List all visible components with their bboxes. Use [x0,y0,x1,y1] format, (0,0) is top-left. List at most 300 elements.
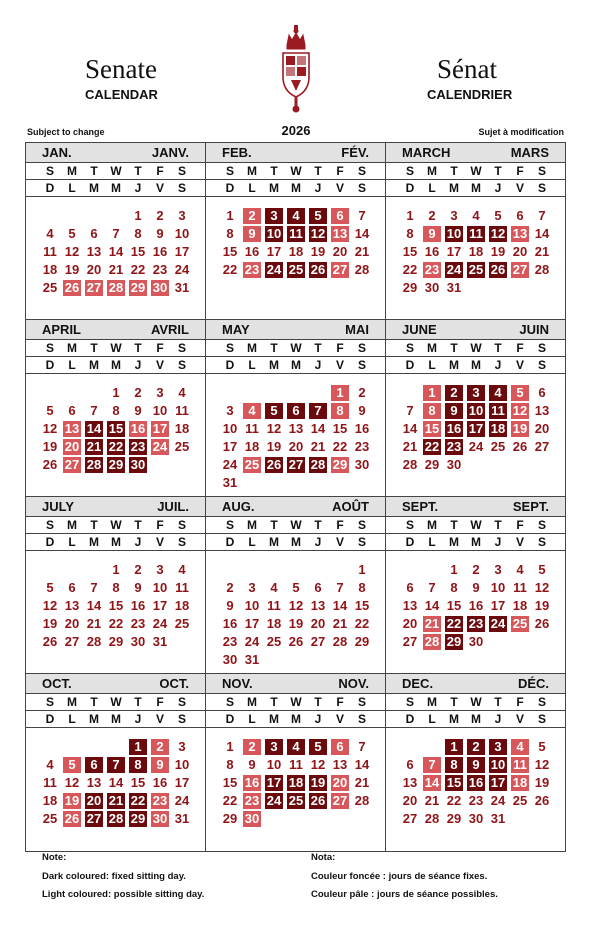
day-cell: 31 [174,811,190,826]
day-cell: 6 [314,580,322,595]
weekday-label: S [177,341,186,355]
day-cell: 11 [175,403,189,418]
day-cell: 28 [424,811,440,826]
weekday-label: M [449,712,459,726]
weekday-label: S [405,518,414,532]
month-name-fr: JUIN [519,322,549,337]
day-cell: 26 [288,634,304,649]
day-cell: 6 [68,403,76,418]
month-7 [26,497,206,674]
day-cell: 4 [178,562,186,577]
day-cell: 23 [424,262,440,277]
day-cell: 22 [130,262,146,277]
day-cell: 9 [467,757,485,773]
weekday-label: S [537,712,546,726]
weekday-label: M [291,712,301,726]
day-cell: 4 [46,226,54,241]
day-cell: 29 [446,811,462,826]
day-cell: 8 [358,580,366,595]
day-cell: 22 [130,793,146,808]
weekday-label: J [134,181,142,195]
day-cell: 5 [46,580,54,595]
month-3 [386,143,565,320]
day-cell: 5 [292,580,300,595]
day-cell: 6 [406,757,414,772]
day-cell: 31 [174,280,190,295]
day-cell: 27 [310,634,326,649]
day-cell: 22 [108,439,124,454]
weekday-label: D [45,358,55,372]
day-cell: 11 [489,403,507,419]
weekday-label: F [336,518,344,532]
day-cell: 7 [90,580,98,595]
day-cell: 2 [156,208,164,223]
day-cell: 5 [46,403,54,418]
day-cell: 3 [467,385,485,401]
weekday-label: T [494,341,502,355]
month-name-en: SEPT. [402,499,439,514]
weekday-label: S [537,341,546,355]
weekday-label: T [90,164,98,178]
weekday-label: W [290,341,302,355]
weekday-label: S [357,518,366,532]
day-cell: 16 [468,775,484,790]
day-cell: 4 [489,385,507,401]
day-cell: 15 [424,421,440,436]
weekday-label: F [336,164,344,178]
day-cell: 29 [424,457,440,472]
weekday-label: L [428,358,436,372]
day-cell: 2 [134,562,142,577]
day-cell: 14 [86,421,102,436]
day-cell: 24 [152,439,168,454]
month-name-fr: AVRIL [150,322,189,337]
day-cell: 17 [468,421,484,436]
month-header [206,320,385,340]
day-cell: 8 [406,226,414,241]
day-cell: 25 [288,262,304,277]
day-cell: 7 [336,580,344,595]
day-cell: 23 [446,439,462,454]
day-cell: 6 [85,757,103,773]
weekday-row-fr [26,180,205,197]
day-cell: 19 [512,421,528,436]
month-6 [386,320,565,497]
weekday-label: S [537,358,546,372]
day-cell: 16 [130,598,146,613]
day-cell: 20 [332,244,348,259]
month-name-fr: JANV. [151,145,189,160]
day-cell: 25 [266,634,282,649]
weekday-label: T [314,341,322,355]
weekday-label: F [156,695,164,709]
day-cell: 28 [310,457,326,472]
weekday-label: W [110,341,122,355]
day-cell: 30 [468,811,484,826]
day-cell: 9 [472,580,480,595]
day-cell: 1 [358,562,366,577]
day-cell: 24 [266,262,282,277]
day-cell: 15 [222,244,238,259]
day-cell: 15 [130,775,146,790]
day-cell: 5 [309,739,327,755]
day-cell: 3 [265,208,283,224]
weekday-label: D [225,358,235,372]
day-cell: 10 [244,598,260,613]
day-cell: 21 [534,244,550,259]
day-cell: 2 [151,739,169,755]
day-cell: 27 [86,811,102,826]
weekday-label: J [134,535,142,549]
day-cell: 24 [446,262,462,277]
weekday-label: V [515,358,524,372]
day-cell: 14 [354,757,370,772]
day-cell: 5 [494,208,502,223]
day-cell: 2 [243,208,261,224]
weekday-label: J [314,712,322,726]
legend-dark-en: Dark coloured: fixed sitting day. [42,871,186,882]
day-cell: 19 [310,775,326,790]
weekday-label: M [111,358,121,372]
day-cell: 12 [64,244,80,259]
day-cell: 28 [534,262,550,277]
day-cell: 13 [332,226,348,241]
day-cell: 11 [267,598,281,613]
day-cell: 6 [331,739,349,755]
day-cell: 11 [511,757,529,773]
day-cell: 10 [174,757,190,772]
month-header [26,674,205,694]
weekday-label: S [357,535,366,549]
day-cell: 27 [86,280,102,295]
weekday-row-fr [386,357,565,374]
day-cell: 30 [130,457,146,472]
day-cell: 18 [42,793,58,808]
day-cell: 13 [64,421,80,436]
day-cell: 16 [244,244,260,259]
day-cell: 23 [244,262,260,277]
weekday-label: M [471,535,481,549]
month-name-en: MARCH [402,145,451,160]
day-cell: 3 [265,739,283,755]
day-cell: 25 [174,616,190,631]
day-cell: 3 [178,208,186,223]
senate-crest-icon [280,25,312,118]
day-cell: 30 [130,634,146,649]
weekday-row-en [26,163,205,180]
day-cell: 4 [287,739,305,755]
weekday-label: S [537,181,546,195]
day-cell: 19 [64,793,80,808]
weekday-label: M [247,341,257,355]
month-name-fr: OCT. [159,676,189,691]
day-cell: 14 [86,598,102,613]
month-header [26,320,205,340]
day-cell: 24 [244,634,260,649]
day-cell: 3 [178,739,186,754]
day-cell: 1 [445,739,463,755]
day-cell: 10 [490,757,506,772]
day-cell: 6 [406,580,414,595]
day-cell: 5 [265,403,283,419]
weekday-label: M [247,695,257,709]
day-cell: 8 [331,403,349,419]
day-cell: 27 [64,634,80,649]
day-cell: 22 [332,439,348,454]
day-cell: 5 [511,385,529,401]
day-cell: 12 [42,421,58,436]
weekday-label: M [67,518,77,532]
day-cell: 28 [332,634,348,649]
month-header [386,320,565,340]
day-cell: 22 [446,616,462,631]
day-cell: 16 [152,244,168,259]
day-cell: 18 [490,421,506,436]
title-fr: Sénat [437,54,497,84]
weekday-label: M [111,712,121,726]
weekday-label: J [314,181,322,195]
day-cell: 18 [266,616,282,631]
weekday-label: T [494,164,502,178]
day-cell: 1 [226,208,234,223]
day-cell: 10 [490,580,506,595]
day-cell: 13 [64,598,80,613]
weekday-label: V [335,358,344,372]
day-cell: 30 [354,457,370,472]
day-cell: 15 [446,598,462,613]
day-cell: 5 [68,226,76,241]
weekday-label: S [177,535,186,549]
day-cell: 5 [63,757,81,773]
weekday-label: W [290,695,302,709]
day-cell: 20 [534,421,550,436]
weekday-label: M [449,358,459,372]
day-cell: 5 [309,208,327,224]
day-cell: 20 [288,439,304,454]
legend-dark-fr: Couleur foncée : jours de séance fixes. [311,871,488,882]
day-cell: 22 [108,616,124,631]
day-cell: 6 [287,403,305,419]
day-cell: 26 [512,439,528,454]
day-cell: 17 [152,421,168,436]
weekday-label: S [177,181,186,195]
weekday-label: S [405,164,414,178]
weekday-label: D [405,712,415,726]
day-cell: 8 [450,580,458,595]
day-cell: 9 [226,598,234,613]
day-cell: 11 [287,226,305,242]
day-cell: 20 [64,439,80,454]
day-cell: 7 [538,208,546,223]
day-cell: 31 [222,475,238,490]
day-cell: 15 [222,775,238,790]
weekday-label: W [470,164,482,178]
weekday-label: S [45,695,54,709]
day-cell: 4 [46,757,54,772]
weekday-label: J [494,712,502,726]
day-cell: 16 [468,598,484,613]
day-cell: 28 [86,457,102,472]
day-cell: 8 [423,403,441,419]
weekday-label: F [156,518,164,532]
day-cell: 25 [174,439,190,454]
weekday-label: F [156,341,164,355]
day-cell: 11 [175,580,189,595]
weekday-row-fr [386,180,565,197]
day-cell: 8 [445,757,463,773]
weekday-label: J [314,358,322,372]
day-cell: 1 [226,739,234,754]
weekday-label: S [45,341,54,355]
weekday-label: T [314,164,322,178]
month-11 [206,674,386,851]
day-cell: 23 [130,616,146,631]
day-cell: 25 [512,793,528,808]
day-cell: 30 [244,811,260,826]
weekday-label: J [314,535,322,549]
weekday-label: D [225,181,235,195]
day-cell: 27 [288,457,304,472]
day-cell: 28 [108,811,124,826]
day-cell: 18 [288,775,304,790]
day-cell: 21 [86,439,102,454]
day-cell: 9 [156,226,164,241]
day-cell: 6 [68,580,76,595]
day-cell: 28 [402,457,418,472]
day-cell: 4 [516,562,524,577]
weekday-label: D [405,181,415,195]
weekday-label: T [450,518,458,532]
day-cell: 20 [402,793,418,808]
weekday-label: T [450,695,458,709]
day-cell: 26 [534,793,550,808]
day-cell: 30 [446,457,462,472]
weekday-row-fr [26,534,205,551]
day-cell: 26 [310,262,326,277]
day-cell: 22 [402,262,418,277]
weekday-label: V [515,535,524,549]
day-cell: 11 [43,244,57,259]
weekday-label: S [537,518,546,532]
weekday-label: J [494,181,502,195]
day-cell: 29 [130,811,146,826]
weekday-label: M [269,181,279,195]
day-cell: 17 [266,244,282,259]
day-cell: 19 [266,439,282,454]
day-cell: 7 [428,580,436,595]
weekday-label: M [427,341,437,355]
day-cell: 3 [489,739,507,755]
day-cell: 11 [467,226,485,242]
month-5 [206,320,386,497]
day-cell: 29 [222,811,238,826]
day-cell: 18 [288,244,304,259]
weekday-label: S [405,341,414,355]
month-name-fr: FÉV. [341,145,369,160]
day-cell: 14 [354,226,370,241]
day-cell: 20 [86,793,102,808]
day-cell: 24 [152,616,168,631]
day-cell: 7 [309,403,327,419]
day-cell: 19 [42,616,58,631]
day-cell: 12 [490,226,506,241]
day-cell: 30 [222,652,238,667]
day-cell: 30 [152,280,168,295]
day-cell: 13 [288,421,304,436]
day-cell: 22 [424,439,440,454]
weekday-row-en [386,340,565,357]
weekday-row-fr [386,534,565,551]
day-cell: 9 [134,403,142,418]
weekday-row-fr [206,180,385,197]
weekday-label: M [269,712,279,726]
weekday-label: S [45,164,54,178]
day-cell: 23 [130,439,146,454]
day-cell: 31 [446,280,462,295]
weekday-label: D [405,535,415,549]
weekday-label: M [89,358,99,372]
day-cell: 1 [112,385,120,400]
month-header [386,497,565,517]
day-cell: 10 [266,757,282,772]
day-cell: 20 [86,262,102,277]
day-cell: 2 [428,208,436,223]
weekday-row-fr [206,534,385,551]
weekday-label: M [67,341,77,355]
weekday-label: D [405,358,415,372]
day-cell: 4 [270,580,278,595]
day-cell: 9 [445,403,463,419]
weekday-label: S [357,181,366,195]
day-cell: 24 [468,439,484,454]
weekday-label: T [270,164,278,178]
day-cell: 21 [424,616,440,631]
day-cell: 19 [490,244,506,259]
month-header [206,143,385,163]
day-cell: 26 [490,262,506,277]
day-cell: 14 [424,775,440,790]
day-cell: 13 [512,226,528,241]
day-cell: 17 [490,598,506,613]
day-cell: 20 [64,616,80,631]
day-cell: 24 [174,793,190,808]
day-cell: 23 [152,262,168,277]
day-cell: 14 [108,244,124,259]
day-cell: 17 [244,616,260,631]
weekday-label: L [68,535,76,549]
weekday-label: J [134,358,142,372]
weekday-label: M [291,358,301,372]
month-header [26,143,205,163]
day-cell: 17 [174,244,190,259]
weekday-row-en [26,694,205,711]
weekday-row-en [386,163,565,180]
day-cell: 25 [244,457,260,472]
weekday-label: S [537,164,546,178]
day-cell: 10 [174,226,190,241]
weekday-label: M [291,535,301,549]
day-cell: 15 [402,244,418,259]
month-10 [26,674,206,851]
weekday-row-fr [206,357,385,374]
day-cell: 14 [424,598,440,613]
subtitle-fr: CALENDRIER [427,87,513,102]
subtitle-en: CALENDAR [85,87,158,102]
weekday-label: M [89,535,99,549]
day-cell: 1 [450,562,458,577]
month-name-fr: DÉC. [517,676,549,691]
day-cell: 30 [424,280,440,295]
